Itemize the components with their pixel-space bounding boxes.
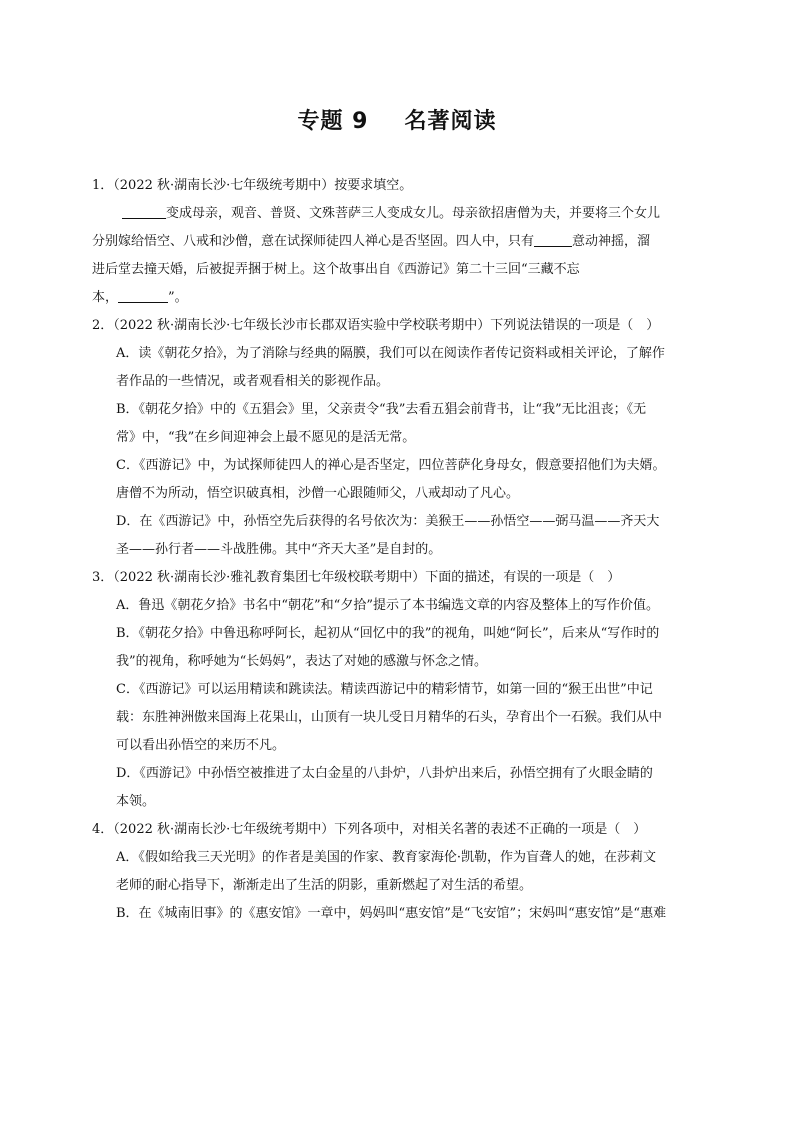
question-4-option-a-cont: 老师的耐心指导下，渐渐走出了生活的阴影，重新燃起了对生活的希望。 [116, 878, 533, 893]
question-2-option-d: D．在《西游记》中，孙悟空先后获得的名号依次为：美猴王——孙悟空——弼马温——齐天大 [116, 514, 660, 529]
fill-blank-3 [118, 288, 168, 303]
question-1-header: 1．（2022 秋·湖南长沙·七年级统考期中）按要求填空。 [92, 178, 413, 193]
question-2-option-c-cont: 唐僧不为所动，悟空识破真相，沙僧一心跟随师父，八戒却动了凡心。 [116, 486, 520, 501]
question-1-line-3: 进后堂去撞天婚，后被捉弄捆于树上。这个故事出自《西游记》第二十三回“三藏不忘 [92, 262, 580, 277]
question-3-option-d-cont: 本领。 [116, 794, 156, 809]
question-3-header: 3．（2022 秋·湖南长沙·雅礼教育集团七年级校联考期中）下面的描述，有误的一项是（ ） [92, 570, 621, 585]
question-1-line-1: 变成母亲，观音、普贤、文殊菩萨三人变成女儿。母亲欲招唐僧为夫，并要将三个女儿 [92, 200, 714, 228]
question-list [92, 172, 714, 928]
question-3-option-c-cont: 载：东胜神洲傲来国海上花果山，山顶有一块儿受日月精华的石头，孕育出个一石猴。我们从中 [116, 710, 663, 725]
question-2-option-a-cont: 者作品的一些情况，或者观看相关的影视作品。 [116, 374, 390, 389]
fill-blank-2 [534, 232, 572, 247]
question-4-header: 4．（2022 秋·湖南长沙·七年级统考期中）下列各项中，对相关名著的表述不正确的一项是（ ） [92, 822, 647, 837]
question-3-option-b: B．《朝花夕拾》中鲁迅称呼阿长，起初从“回忆中的我”的视角，叫她“阿长”，后来从“写作时的 [116, 626, 660, 641]
question-2-option-b-cont: 常》中，“我”在乡间迎神会上最不愿见的是活无常。 [116, 430, 416, 445]
question-3-option-c-cont-2: 可以看出孙悟空的来历不凡。 [116, 738, 286, 753]
question-3-option-c: C．《西游记》可以运用精读和跳读法。精读西游记中的精彩情节，如第一回的“猴王出世”中记 [116, 682, 653, 697]
question-1-line-4: 本， ”。 [92, 290, 188, 305]
title-topic: 专题 9 [297, 109, 369, 134]
question-2-option-c: C．《西游记》中，为试探师徒四人的禅心是否坚定，四位菩萨化身母女，假意要招他们为夫婿。 [116, 458, 666, 473]
fill-blank-1 [122, 204, 166, 219]
question-2-header: 2．（2022 秋·湖南长沙·七年级长沙市长郡双语实验中学校联考期中）下列说法错误的一项是（ ） [92, 318, 660, 333]
question-4-option-b: B．在《城南旧事》的《惠安馆》一章中，妈妈叫“惠安馆”是“飞安馆”；宋妈叫“惠安馆”是“惠难 [116, 906, 667, 921]
question-1-line-2: 分别嫁给悟空、八戒和沙僧，意在试探师徒四人禅心是否坚固。四人中，只有 意动神摇，溜 [92, 234, 651, 249]
question-3-option-b-cont: 我”的视角，称呼她为“长妈妈”，表达了对她的感激与怀念之情。 [116, 654, 487, 669]
page-title [0, 104, 794, 135]
question-2-option-b: B．《朝花夕拾》中的《五猖会》里，父亲责令“我”去看五猖会前背书，让“我”无比沮丧；《无 [116, 402, 647, 417]
title-name: 名著阅读 [404, 109, 497, 134]
question-3-option-d: D．《西游记》中孙悟空被推进了太白金星的八卦炉，八卦炉出来后，孙悟空拥有了火眼金睛的 [116, 766, 653, 781]
question-3-option-a: A．鲁迅《朝花夕拾》书名中“朝花”和“夕拾”提示了本书编选文章的内容及整体上的写作价值。 [116, 598, 659, 613]
question-4-option-a: A．《假如给我三天光明》的作者是美国的作家、教育家海伦·凯勒，作为盲聋人的她，在莎莉文 [116, 850, 657, 865]
question-2-option-a: A．读《朝花夕拾》，为了消除与经典的隔膜，我们可以在阅读作者传记资料或相关评论，了解作 [116, 346, 665, 361]
question-2-option-d-cont: 圣——孙行者——斗战胜佛。其中“齐天大圣”是自封的。 [116, 542, 442, 557]
